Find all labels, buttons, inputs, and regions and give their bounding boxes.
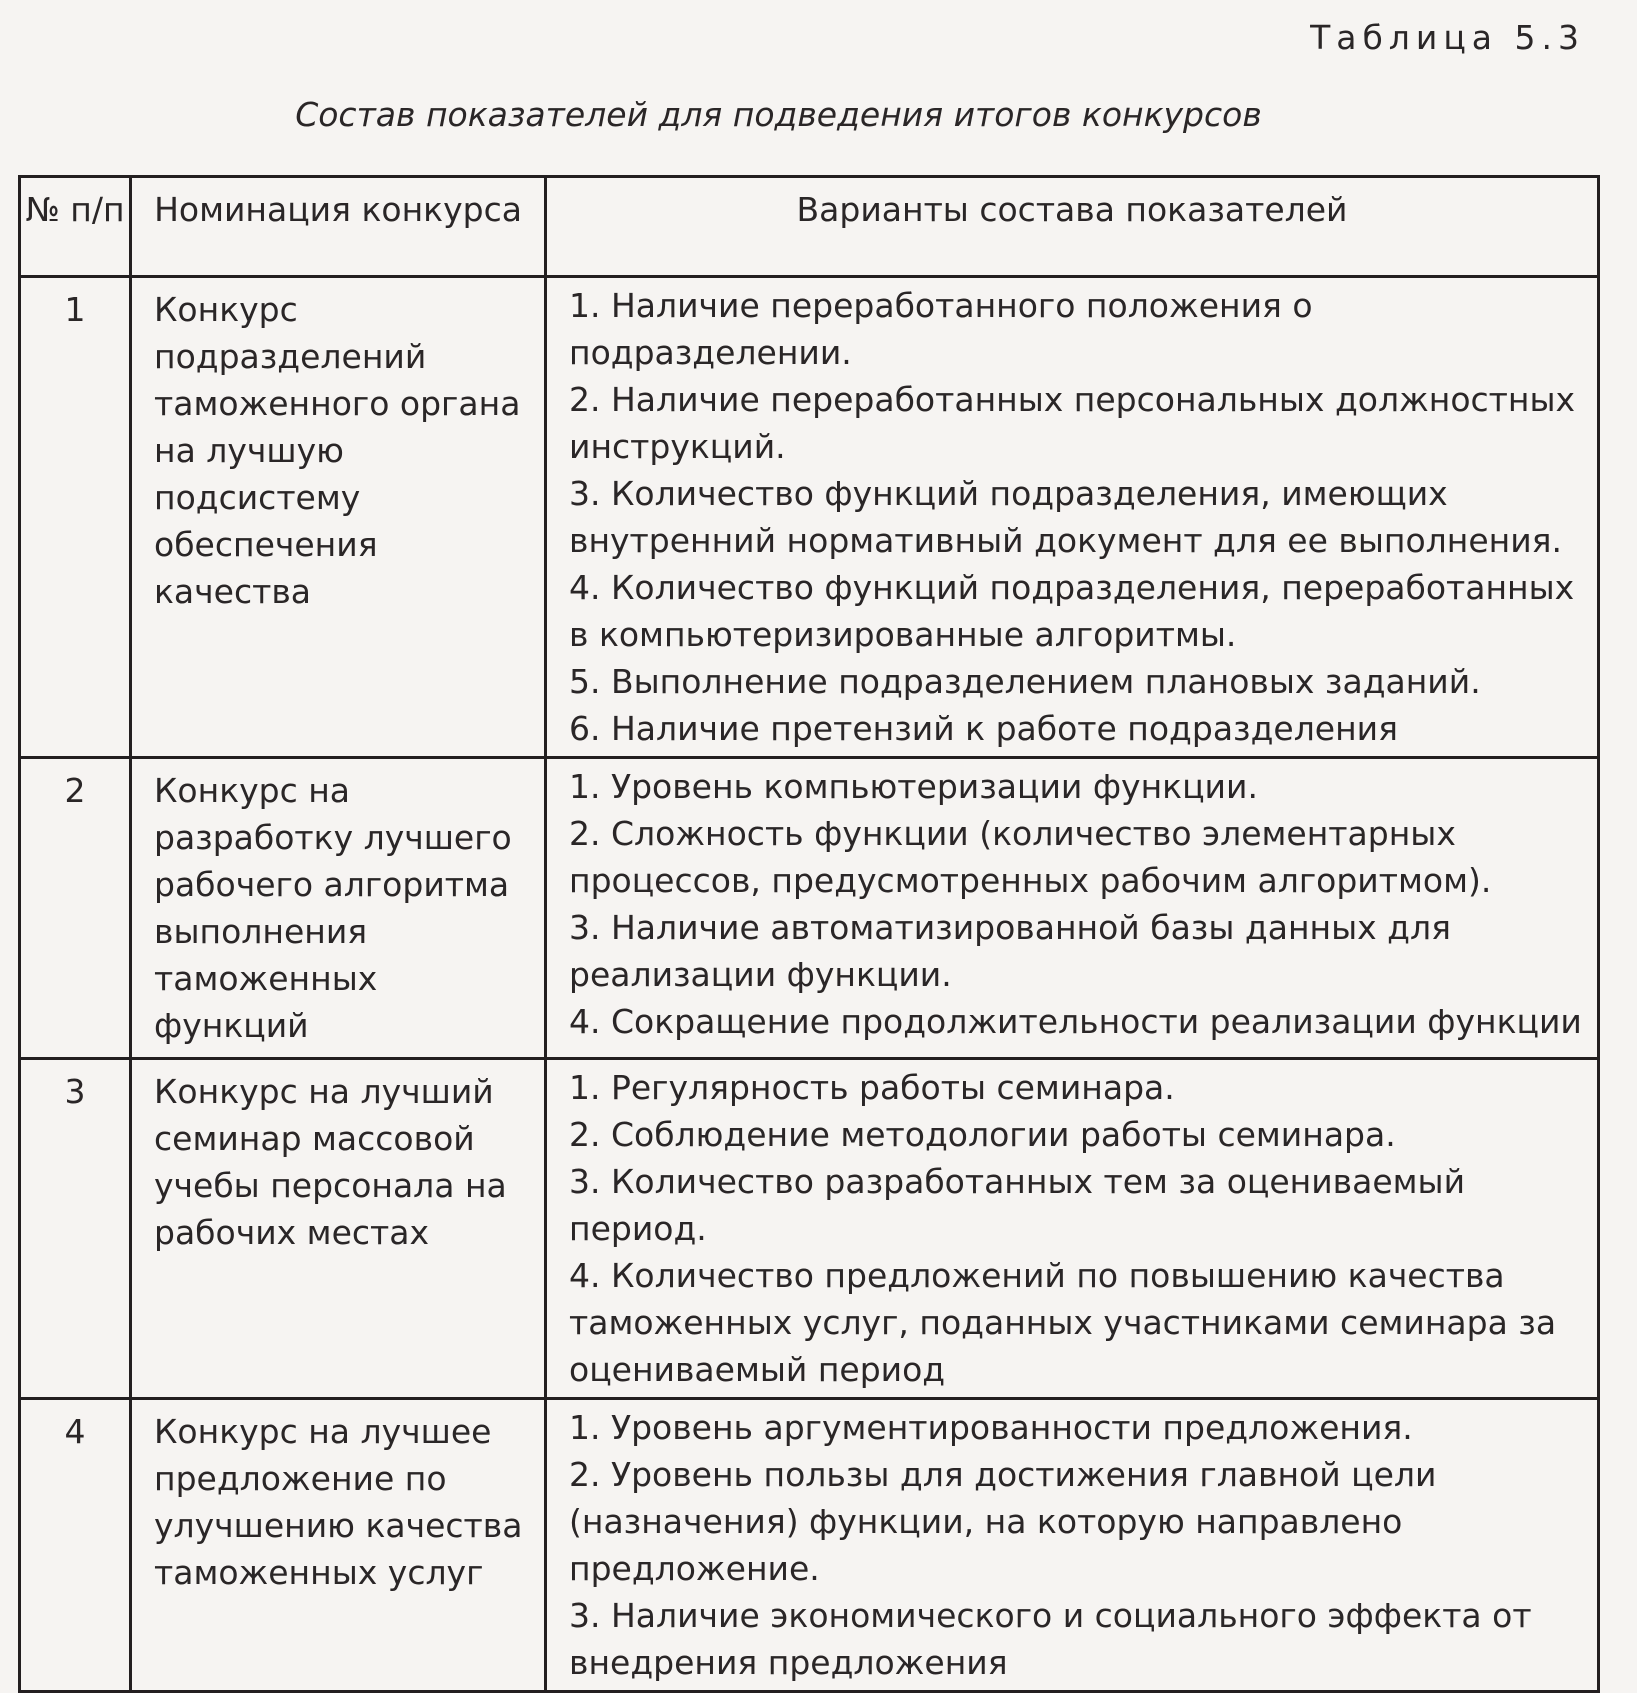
row-nomination: Конкурс на лучший семинар массовой учебы персонала на рабочих местах	[131, 1059, 546, 1399]
row-variants	[546, 277, 1599, 758]
row-variants	[546, 758, 1599, 1059]
variant-item: 2. Уровень пользы для достижения главной цели (назначения) функции, на которую направлено предложение.	[569, 1455, 1437, 1588]
variant-item: 3. Количество разработанных тем за оцениваемый период.	[569, 1162, 1466, 1248]
variant-item: 2. Наличие переработанных персональных должностных инструкций.	[569, 380, 1576, 466]
variant-item: 5. Выполнение подразделением плановых заданий.	[569, 662, 1481, 701]
header-nomination: Номинация конкурса	[131, 177, 546, 277]
header-number: № п/п	[20, 177, 131, 277]
table-caption: Состав показателей для подведения итогов конкурсов	[295, 95, 1262, 134]
variant-item: 3. Наличие экономического и социального эффекта от внедрения предложения	[569, 1596, 1532, 1682]
variant-item: 2. Соблюдение методологии работы семинара.	[569, 1115, 1396, 1154]
row-nomination: Конкурс на разработку лучшего рабочего алгоритма выполнения таможенных функций	[131, 758, 546, 1059]
table-row	[20, 1059, 1599, 1399]
variant-item: 1. Регулярность работы семинара.	[569, 1068, 1175, 1107]
variant-item: 1. Наличие переработанного положения о подразделении.	[569, 286, 1313, 372]
row-number: 3	[20, 1059, 131, 1399]
row-number: 1	[20, 277, 131, 758]
table-row	[20, 1399, 1599, 1692]
variant-item: 3. Наличие автоматизированной базы данных для реализации функции.	[569, 908, 1451, 994]
table-row	[20, 277, 1599, 758]
row-nomination: Конкурс подразделений таможенного органа на лучшую подсистему обеспечения качества	[131, 277, 546, 758]
table-row	[20, 758, 1599, 1059]
indicators-table	[18, 175, 1600, 1693]
row-variants	[546, 1059, 1599, 1399]
variant-item: 1. Уровень компьютеризации функции.	[569, 767, 1258, 806]
row-number: 4	[20, 1399, 131, 1692]
variant-item: 3. Количество функций подразделения, имеющих внутренний нормативный документ для ее выполнения.	[569, 474, 1562, 560]
row-variants	[546, 1399, 1599, 1692]
variant-item: 4. Количество предложений по повышению качества таможенных услуг, поданных участниками семинара за оцениваемый период	[569, 1256, 1557, 1389]
variant-item: 4. Количество функций подразделения, переработанных в компьютеризированные алгоритмы.	[569, 568, 1575, 654]
variant-item: 4. Сокращение продолжительности реализации функции	[569, 1002, 1582, 1041]
table-number-label: Таблица 5.3	[1310, 18, 1585, 57]
row-nomination: Конкурс на лучшее предложение по улучшению качества таможенных услуг	[131, 1399, 546, 1692]
variant-item: 1. Уровень аргументированности предложения.	[569, 1408, 1413, 1447]
row-number: 2	[20, 758, 131, 1059]
variant-item: 6. Наличие претензий к работе подразделения	[569, 709, 1398, 748]
variant-item: 2. Сложность функции (количество элементарных процессов, предусмотренных рабочим алгоритмом).	[569, 814, 1492, 900]
table-header-row	[20, 177, 1599, 277]
header-variants: Варианты состава показателей	[546, 177, 1599, 277]
